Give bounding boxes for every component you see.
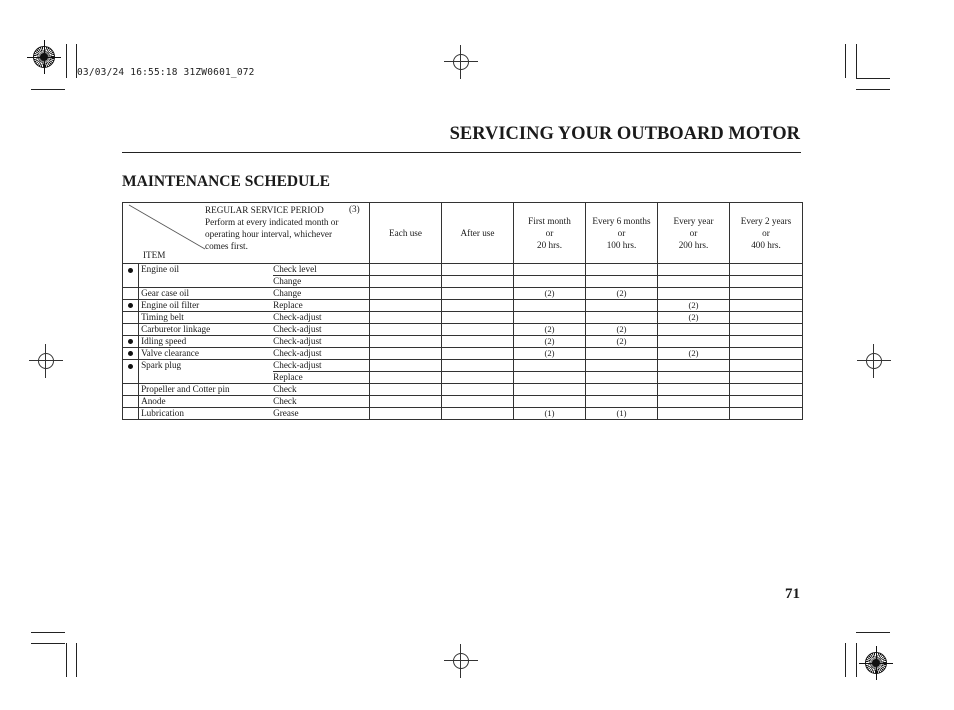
critical-item-marker-cell	[123, 360, 139, 372]
schedule-value	[658, 360, 730, 372]
item-action: Check level	[273, 264, 369, 276]
bullet-icon	[128, 339, 133, 344]
item-action: Check-adjust	[273, 336, 369, 348]
schedule-value	[442, 264, 514, 276]
item-action: Change	[273, 288, 369, 300]
crop-mark	[856, 89, 890, 90]
table-row	[123, 264, 803, 276]
crop-mark	[856, 643, 857, 677]
critical-item-marker-cell	[123, 408, 139, 420]
schedule-value	[442, 372, 514, 384]
schedule-value	[658, 276, 730, 288]
crop-mark	[76, 643, 77, 677]
schedule-value	[730, 396, 803, 408]
crop-mark	[856, 44, 857, 78]
schedule-value	[658, 336, 730, 348]
column-header: Each use	[370, 203, 442, 264]
schedule-value	[514, 300, 586, 312]
schedule-value	[370, 336, 442, 348]
schedule-value	[658, 288, 730, 300]
schedule-value	[730, 324, 803, 336]
schedule-value: (2)	[658, 300, 730, 312]
schedule-value	[370, 348, 442, 360]
schedule-value	[370, 288, 442, 300]
registration-sunburst-top-left	[33, 46, 55, 68]
item-name	[139, 276, 274, 288]
critical-item-marker-cell	[123, 264, 139, 276]
schedule-value	[442, 384, 514, 396]
schedule-value	[370, 324, 442, 336]
corner-note: (3)	[349, 204, 360, 214]
item-name: Lubrication	[139, 408, 274, 420]
schedule-value	[442, 300, 514, 312]
schedule-value: (2)	[514, 288, 586, 300]
column-header: First month or 20 hrs.	[514, 203, 586, 264]
schedule-value	[370, 276, 442, 288]
schedule-value	[730, 408, 803, 420]
schedule-value	[370, 300, 442, 312]
critical-item-marker-cell	[123, 276, 139, 288]
schedule-value	[730, 276, 803, 288]
table-row	[123, 276, 803, 288]
schedule-value: (2)	[586, 336, 658, 348]
corner-header-cell	[123, 203, 370, 264]
schedule-value	[730, 348, 803, 360]
critical-item-marker-cell	[123, 396, 139, 408]
critical-item-marker-cell	[123, 312, 139, 324]
item-action: Change	[273, 276, 369, 288]
schedule-value: (2)	[658, 348, 730, 360]
table-row	[123, 348, 803, 360]
schedule-value	[658, 396, 730, 408]
schedule-value	[514, 396, 586, 408]
schedule-value	[370, 408, 442, 420]
table-row	[123, 384, 803, 396]
crop-mark	[31, 89, 65, 90]
schedule-value	[514, 312, 586, 324]
sub-title: MAINTENANCE SCHEDULE	[122, 173, 330, 190]
print-stamp: 03/03/24 16:55:18 31ZW0601_072	[77, 67, 255, 78]
item-name: Engine oil	[139, 264, 274, 276]
table-row	[123, 312, 803, 324]
item-name: Carburetor linkage	[139, 324, 274, 336]
item-name: Anode	[139, 396, 274, 408]
registration-crosshair-right	[857, 344, 891, 378]
schedule-value	[586, 384, 658, 396]
bullet-icon	[128, 351, 133, 356]
schedule-value	[442, 396, 514, 408]
title-rule	[122, 152, 801, 153]
schedule-value	[658, 372, 730, 384]
schedule-value: (2)	[514, 348, 586, 360]
schedule-value	[730, 384, 803, 396]
item-action: Replace	[273, 300, 369, 312]
schedule-value	[658, 384, 730, 396]
item-action: Check	[273, 384, 369, 396]
item-action: Check	[273, 396, 369, 408]
schedule-value	[730, 288, 803, 300]
schedule-value	[442, 360, 514, 372]
item-action: Replace	[273, 372, 369, 384]
schedule-value	[658, 264, 730, 276]
item-label: ITEM	[143, 250, 166, 260]
crop-mark	[856, 78, 890, 79]
item-action: Check-adjust	[273, 312, 369, 324]
schedule-value	[442, 288, 514, 300]
schedule-value	[658, 324, 730, 336]
critical-item-marker-cell	[123, 384, 139, 396]
schedule-value	[730, 336, 803, 348]
item-name	[139, 372, 274, 384]
item-name: Gear case oil	[139, 288, 274, 300]
schedule-value	[586, 396, 658, 408]
schedule-value	[514, 264, 586, 276]
item-action: Check-adjust	[273, 324, 369, 336]
column-header: Every 2 years or 400 hrs.	[730, 203, 803, 264]
critical-item-marker-cell	[123, 348, 139, 360]
registration-crosshair-left	[29, 344, 63, 378]
item-action: Check-adjust	[273, 348, 369, 360]
schedule-value	[370, 372, 442, 384]
corner-line1: REGULAR SERVICE PERIOD	[205, 205, 324, 215]
section-title: SERVICING YOUR OUTBOARD MOTOR	[449, 124, 800, 144]
schedule-value	[730, 300, 803, 312]
item-action: Check-adjust	[273, 360, 369, 372]
schedule-value	[586, 360, 658, 372]
item-action: Grease	[273, 408, 369, 420]
corner-line4: comes first.	[205, 241, 248, 251]
crop-mark	[845, 643, 846, 677]
schedule-value	[730, 264, 803, 276]
crop-mark	[845, 44, 846, 78]
schedule-value	[514, 360, 586, 372]
column-header: Every 6 months or 100 hrs.	[586, 203, 658, 264]
schedule-value: (1)	[586, 408, 658, 420]
corner-line2: Perform at every indicated month or	[205, 217, 339, 227]
schedule-value	[442, 408, 514, 420]
table-row	[123, 396, 803, 408]
table-row	[123, 288, 803, 300]
item-name: Engine oil filter	[139, 300, 274, 312]
schedule-value	[658, 408, 730, 420]
schedule-value	[370, 360, 442, 372]
critical-item-marker-cell	[123, 324, 139, 336]
critical-item-marker-cell	[123, 372, 139, 384]
schedule-value	[730, 312, 803, 324]
table-row	[123, 336, 803, 348]
item-name: Valve clearance	[139, 348, 274, 360]
table-header-row	[123, 203, 803, 264]
table-row	[123, 372, 803, 384]
schedule-value: (2)	[658, 312, 730, 324]
schedule-value	[370, 384, 442, 396]
schedule-value: (1)	[514, 408, 586, 420]
item-name: Idling speed	[139, 336, 274, 348]
page-number: 71	[785, 586, 800, 602]
schedule-value	[586, 264, 658, 276]
crop-mark	[66, 643, 67, 677]
table-row	[123, 324, 803, 336]
schedule-value	[514, 384, 586, 396]
bullet-icon	[128, 303, 133, 308]
table-row	[123, 300, 803, 312]
schedule-value	[370, 312, 442, 324]
schedule-value	[586, 372, 658, 384]
corner-line3: operating hour interval, whichever	[205, 229, 333, 239]
schedule-value	[370, 396, 442, 408]
crop-mark	[31, 632, 65, 633]
schedule-value	[586, 312, 658, 324]
table-row	[123, 360, 803, 372]
item-name: Spark plug	[139, 360, 274, 372]
bullet-icon	[128, 268, 133, 273]
schedule-value	[586, 276, 658, 288]
schedule-value	[442, 348, 514, 360]
schedule-value	[442, 324, 514, 336]
schedule-value: (2)	[514, 324, 586, 336]
item-name: Timing belt	[139, 312, 274, 324]
schedule-value	[586, 348, 658, 360]
maintenance-schedule-table	[122, 202, 803, 420]
schedule-value	[442, 276, 514, 288]
crop-mark	[31, 643, 65, 644]
schedule-value	[442, 312, 514, 324]
bullet-icon	[128, 364, 133, 369]
registration-crosshair-bottom	[444, 644, 478, 678]
table-row	[123, 408, 803, 420]
schedule-value: (2)	[586, 324, 658, 336]
column-header: Every year or 200 hrs.	[658, 203, 730, 264]
schedule-value	[514, 372, 586, 384]
schedule-value: (2)	[586, 288, 658, 300]
schedule-value	[370, 264, 442, 276]
crop-mark	[66, 44, 67, 78]
schedule-value: (2)	[514, 336, 586, 348]
schedule-value	[442, 336, 514, 348]
item-name: Propeller and Cotter pin	[139, 384, 274, 396]
critical-item-marker-cell	[123, 336, 139, 348]
column-header: After use	[442, 203, 514, 264]
crop-mark	[856, 632, 890, 633]
schedule-value	[586, 300, 658, 312]
registration-sunburst-bottom-right	[865, 652, 887, 674]
schedule-value	[730, 372, 803, 384]
critical-item-marker-cell	[123, 288, 139, 300]
corner-text	[205, 204, 338, 252]
registration-crosshair-top	[444, 45, 478, 79]
schedule-value	[514, 276, 586, 288]
schedule-value	[730, 360, 803, 372]
critical-item-marker-cell	[123, 300, 139, 312]
